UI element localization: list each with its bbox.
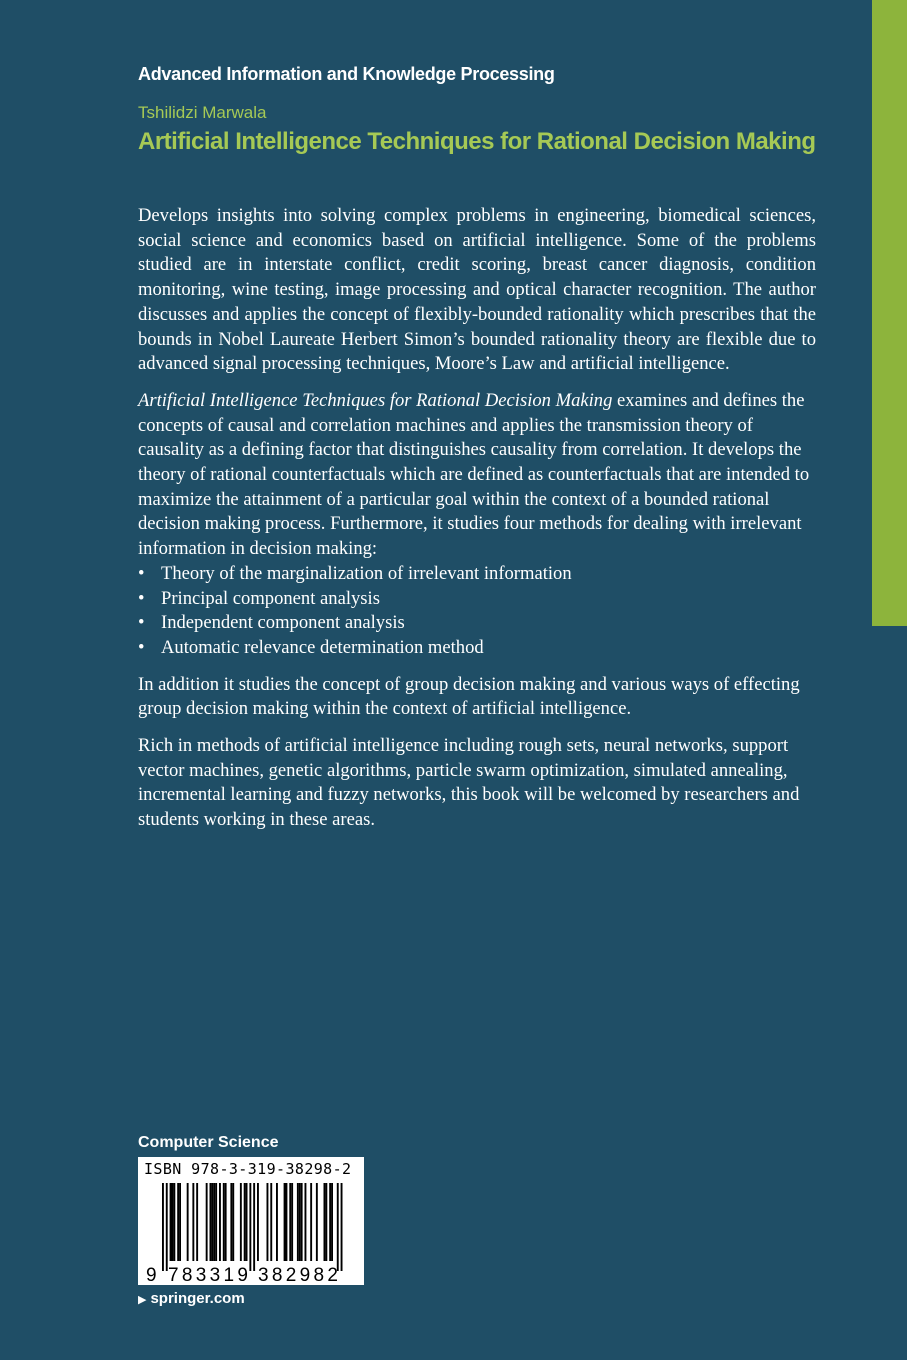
barcode-bar xyxy=(172,1183,174,1261)
barcode-first-digit: 9 xyxy=(146,1265,157,1285)
bullet-glyph: • xyxy=(138,562,145,584)
barcode-bar xyxy=(192,1183,194,1261)
play-arrow-icon: ▶ xyxy=(138,1294,147,1306)
barcode-bar xyxy=(299,1183,301,1261)
barcode-guard-bar xyxy=(253,1183,255,1271)
isbn-barcode xyxy=(138,1157,364,1285)
barcode-bar xyxy=(225,1183,227,1261)
blurb xyxy=(138,204,816,845)
barcode-guard-bar xyxy=(249,1183,251,1271)
blurb-paragraph-1: Develops insights into solving complex problems in engineering, biomedical sciences, social science and economics based on artificial intelligence. Some of the problems studied are in interstate conflict, credit scoring, breast cancer diagnosis, condition monitoring, wine testing, image processing and optical character recognition. The author discusses and applies the concept of flexibly-bounded rationality which prescribes that the bounds in Nobel Laureate Herbert Simon’s bounded rationality theory are flexible due to advanced signal processing techniques, Moore’s Law and artificial intelligence. xyxy=(138,205,816,375)
barcode-bar xyxy=(286,1183,288,1261)
series-name: Advanced Information and Knowledge Processing xyxy=(138,64,555,84)
barcode-guard-bar xyxy=(162,1183,164,1271)
blurb-paragraph-2 xyxy=(138,389,816,562)
list-item xyxy=(138,636,816,661)
barcode-bar xyxy=(244,1183,246,1261)
author-name: Tshilidzi Marwala xyxy=(138,103,267,122)
barcode-bar xyxy=(179,1183,181,1261)
barcode-bars xyxy=(162,1183,343,1271)
barcode-bar xyxy=(331,1183,333,1261)
blurb-paragraph-2-text: examines and defines the concepts of causal and correlation machines and applies the transmission theory of causality as a defining factor that distinguishes causality from correlation. It develops the theory of rational counterfactuals which are defined as counterfactuals that are intended to maximize the attainment of a particular goal within the context of a bounded rational decision making process. Furthermore, it studies four methods for dealing with irrelevant information in decision making: xyxy=(138,389,810,560)
list-item-text: Automatic relevance determination method xyxy=(161,636,484,658)
barcode-bar xyxy=(329,1183,331,1261)
barcode-bar xyxy=(187,1183,189,1261)
barcode-bar xyxy=(301,1183,303,1261)
barcode-bar xyxy=(276,1183,278,1261)
publisher-website: springer.com xyxy=(150,1290,245,1307)
publisher-link[interactable] xyxy=(138,1290,245,1307)
bullet-glyph: • xyxy=(138,612,145,634)
book-title: Artificial Intelligence Techniques for Rational Decision Making xyxy=(138,128,816,155)
barcode-bar xyxy=(206,1183,208,1261)
list-item xyxy=(138,611,816,636)
barcode-bar xyxy=(324,1183,326,1261)
barcode-bar xyxy=(289,1183,291,1261)
barcode-right-digits: 382982 xyxy=(258,1265,338,1285)
barcode-bar xyxy=(257,1183,259,1261)
barcode-bar xyxy=(177,1183,179,1261)
methods-list xyxy=(138,562,816,661)
barcode-bar xyxy=(297,1183,299,1261)
barcode-bar xyxy=(267,1183,269,1261)
list-item xyxy=(138,587,816,612)
barcode-bar xyxy=(232,1183,234,1261)
list-item-text: Theory of the marginalization of irrelevant information xyxy=(161,562,572,584)
barcode-bar xyxy=(310,1183,312,1261)
green-accent-strip xyxy=(872,0,907,626)
barcode-bar xyxy=(230,1183,232,1261)
list-item-text: Principal component analysis xyxy=(161,587,380,609)
list-item-text: Independent component analysis xyxy=(161,612,405,634)
barcode-bar xyxy=(223,1183,225,1261)
barcode-bar xyxy=(316,1183,318,1261)
barcode-bar xyxy=(215,1183,217,1261)
barcode-bar xyxy=(246,1183,248,1261)
barcode-guard-bar xyxy=(337,1183,339,1271)
barcode-bar xyxy=(284,1183,286,1261)
barcode-bar xyxy=(213,1183,215,1261)
barcode-left-digits: 783319 xyxy=(168,1265,248,1285)
barcode-bar xyxy=(219,1183,221,1261)
barcode-bar xyxy=(210,1183,212,1261)
barcode-bar xyxy=(196,1183,198,1261)
barcode-bar xyxy=(240,1183,242,1261)
barcode-bar xyxy=(170,1183,172,1261)
bullet-glyph: • xyxy=(138,587,145,609)
bullet-glyph: • xyxy=(138,636,145,658)
list-item xyxy=(138,562,816,587)
barcode-guard-bar xyxy=(166,1183,168,1271)
subject-category: Computer Science xyxy=(138,1134,279,1151)
blurb-paragraph-4: Rich in methods of artificial intelligence including rough sets, neural networks, support vector machines, genetic algorithms, particle swarm optimization, simulated annealing, incremental learning and fuzzy networks, this book will be welcomed by researchers and students working in these areas. xyxy=(138,735,800,831)
blurb-inline-title: Artificial Intelligence Techniques for Rational Decision Making xyxy=(138,389,613,411)
barcode-bar xyxy=(173,1183,175,1261)
blurb-paragraph-3: In addition it studies the concept of group decision making and various ways of effecting group decision making within the context of artificial intelligence. xyxy=(138,673,800,720)
barcode-bar xyxy=(325,1183,327,1261)
barcode-bar xyxy=(270,1183,272,1261)
barcode-bar xyxy=(291,1183,293,1261)
barcode-bar xyxy=(305,1183,307,1261)
isbn-number: ISBN 978-3-319-38298-2 xyxy=(144,1160,352,1178)
barcode-bar xyxy=(211,1183,213,1261)
barcode-guard-bar xyxy=(341,1183,343,1271)
